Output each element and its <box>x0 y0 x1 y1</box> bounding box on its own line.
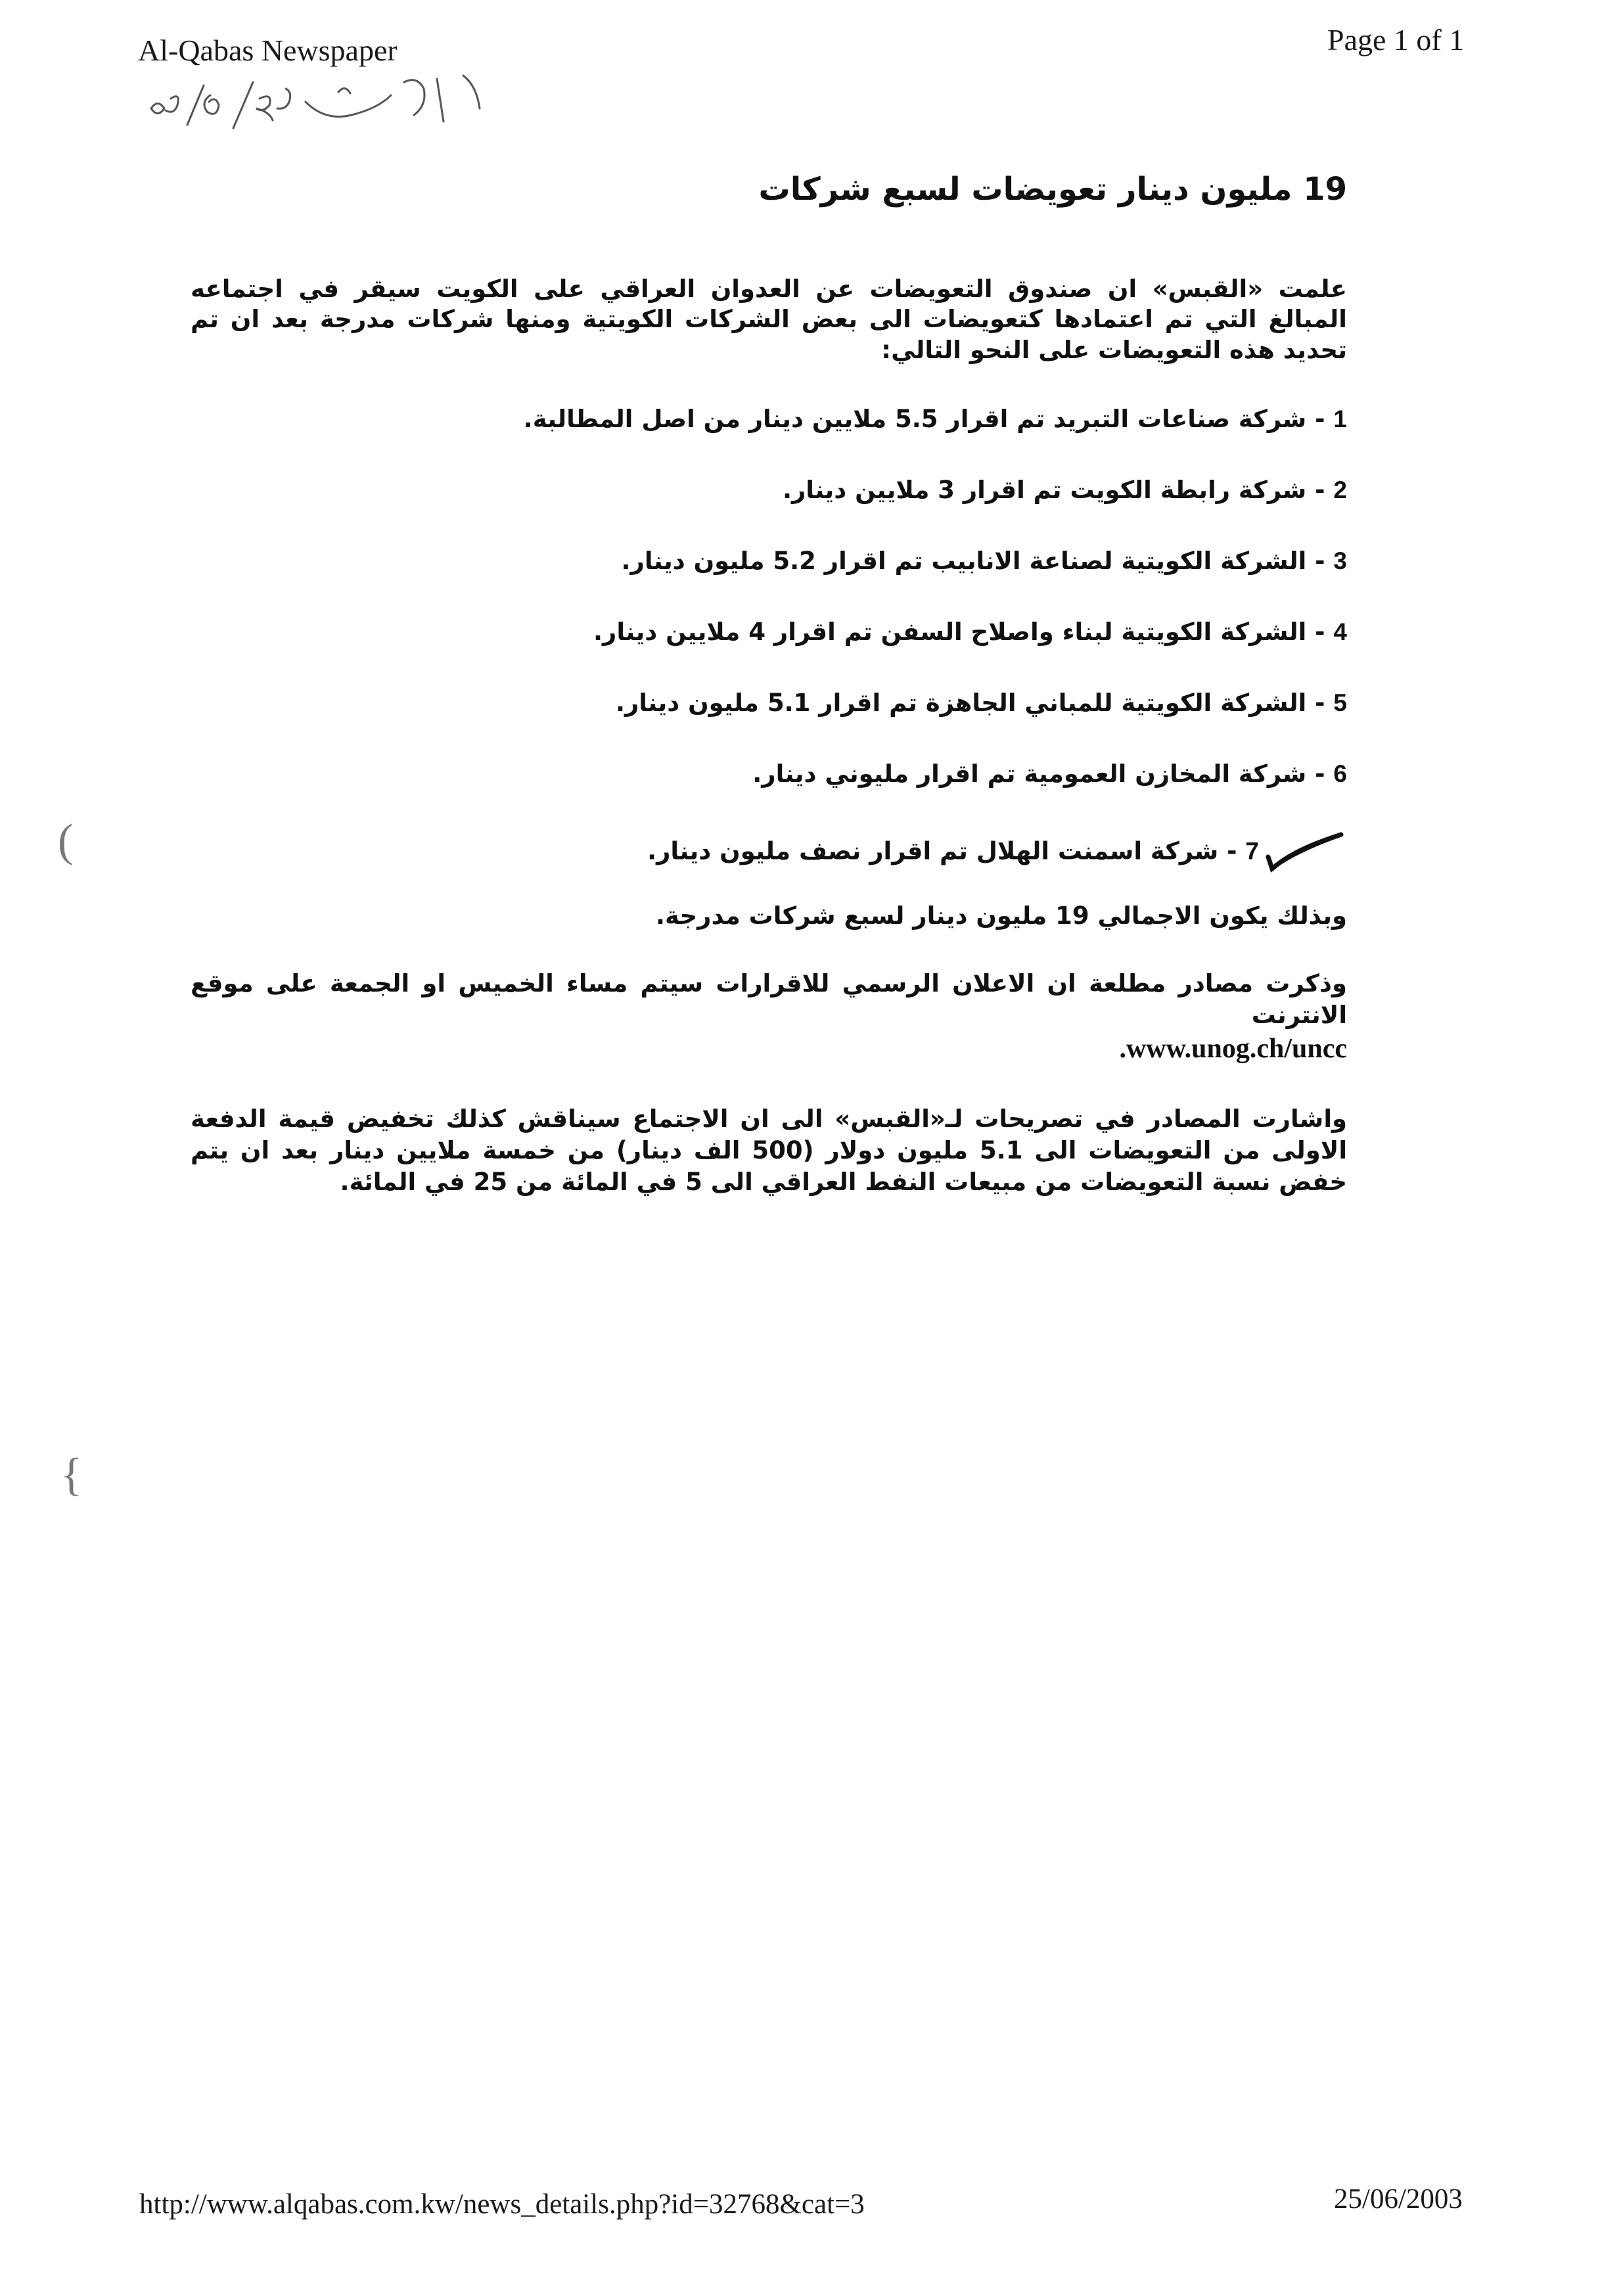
list-item <box>191 545 1347 616</box>
item-number: 1 <box>1333 405 1347 432</box>
print-date: 25/06/2003 <box>1334 2184 1463 2215</box>
check-mark-icon <box>1259 829 1344 875</box>
article <box>191 168 1347 1234</box>
item-number: 6 <box>1333 760 1347 787</box>
item-number: 7 <box>1245 837 1259 865</box>
item-text: - الشركة الكويتية لبناء واصلاح السفن تم اقرار 4 ملايين دينار. <box>593 617 1334 646</box>
item-text: - شركة المخازن العمومية تم اقرار مليوني دينار. <box>752 759 1334 788</box>
item-text: - شركة رابطة الكويت تم اقرار 3 ملايين دينار. <box>782 475 1334 504</box>
list-item <box>191 829 1347 900</box>
item-text: - شركة صناعات التبريد تم اقرار 5.5 ملايين دينار من اصل المطالبة. <box>523 404 1334 433</box>
list-item <box>191 403 1347 474</box>
item-number: 5 <box>1333 689 1347 716</box>
item-text: - الشركة الكويتية لصناعة الانابيب تم اقرار 5.2 مليون دينار. <box>621 546 1334 575</box>
page-indicator: Page 1 of 1 <box>1327 23 1465 57</box>
item-number: 4 <box>1333 618 1347 645</box>
sources-text: وذكرت مصادر مطلعة ان الاعلان الرسمي للاقرارات سيتم مساء الخميس او الجمعة على موقع الانترنت <box>191 969 1347 1030</box>
article-intro: علمت «القبس» ان صندوق التعويضات عن العدوان العراقي على الكويت سيقر في اجتماعه المبالغ التي تم اعتمادها كتعويضات الى بعض الشركات الكويتية ومنها شركات مدرجة بعد ان تم تحديد هذه التعويضات على النحو التالي: <box>191 275 1347 364</box>
newspaper-name: Al-Qabas Newspaper <box>138 34 398 67</box>
article-sources <box>191 968 1347 1067</box>
item-text: - شركة اسمنت الهلال تم اقرار نصف مليون دينار. <box>647 837 1246 865</box>
item-number: 3 <box>1333 547 1347 574</box>
list-item <box>191 616 1347 687</box>
list-item <box>191 474 1347 545</box>
margin-mark: ( <box>58 815 74 866</box>
item-number: 2 <box>1333 476 1347 503</box>
margin-mark: { <box>60 1450 83 1500</box>
article-closing: واشارت المصادر في تصريحات لـ«القبس» الى ان الاجتماع سيناقش كذلك تخفيض قيمة الدفعة الاولى من التعويضات الى 5.1 مليون دولار (500 الف دينار) من خمسة ملايين دينار بعد ان يتم خفض نسبة التعويضات من مبيعات النفط العراقي الى 5 في المائة من 25 في المائة. <box>191 1104 1347 1196</box>
article-headline: 19 مليون دينار تعويضات لسبع شركات <box>758 171 1347 208</box>
compensation-list <box>191 403 1347 900</box>
article-total: وبذلك يكون الاجمالي 19 مليون دينار لسبع شركات مدرجة. <box>655 901 1347 930</box>
handwritten-date-note <box>141 62 509 141</box>
list-item <box>191 687 1347 758</box>
source-url: http://www.alqabas.com.kw/news_details.php?id=32768&cat=3 <box>139 2189 865 2220</box>
item-text: - الشركة الكويتية للمباني الجاهزة تم اقرار 5.1 مليون دينار. <box>615 688 1334 717</box>
list-item <box>191 758 1347 829</box>
sources-url: .www.unog.ch/uncc <box>1119 1034 1347 1065</box>
